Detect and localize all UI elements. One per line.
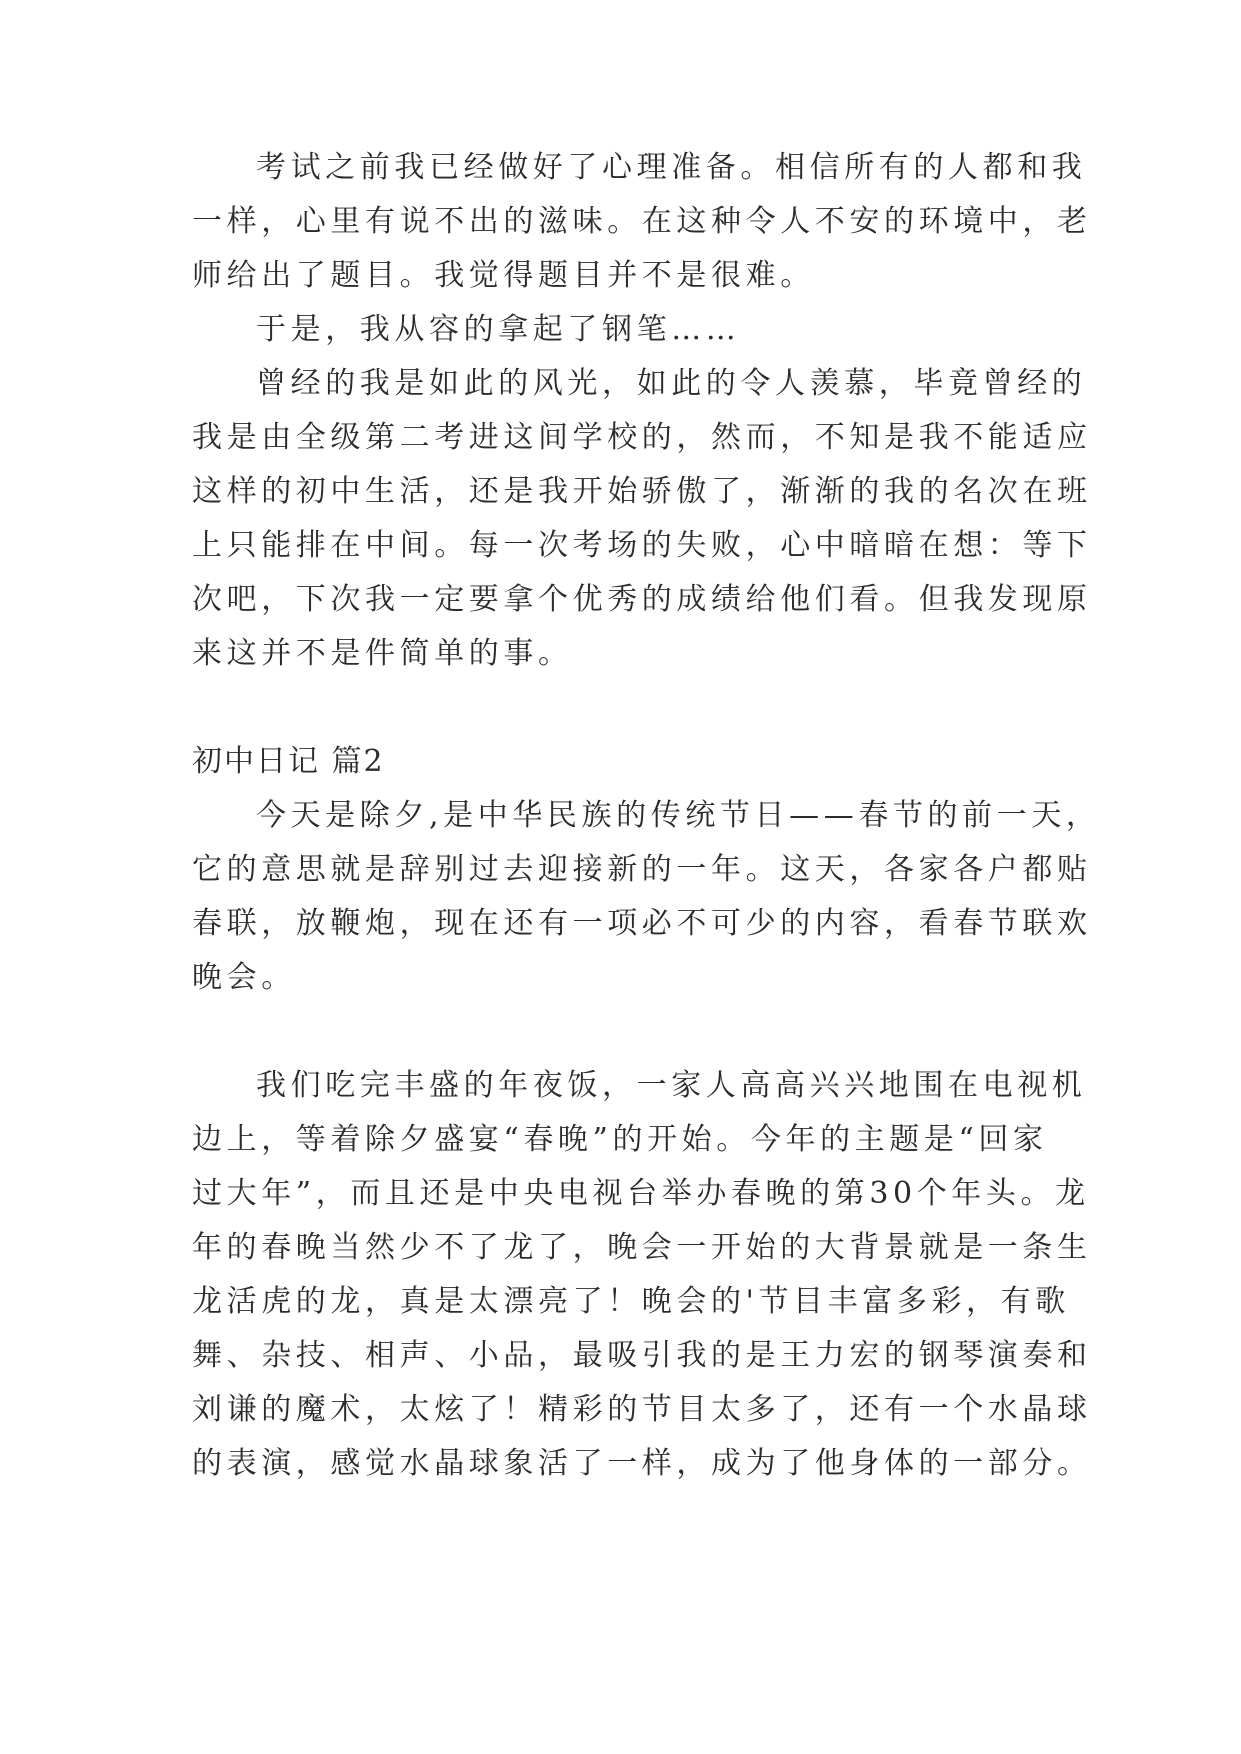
paragraph-line: 来这并不是件简单的事。: [192, 636, 573, 671]
paragraph-line: 上只能排在中间。每一次考场的失败，心中暗暗在想：等下: [192, 528, 1092, 563]
section-heading: 初中日记 篇2: [192, 744, 385, 779]
paragraph-line: 我们吃完丰盛的年夜饭，一家人高高兴兴地围在电视机: [256, 1068, 1087, 1103]
paragraph-line: 刘谦的魔术，太炫了！精彩的节目太多了，还有一个水晶球: [192, 1392, 1092, 1427]
paragraph-line: 边上，等着除夕盛宴“春晚”的开始。今年的主题是“回家: [192, 1122, 1048, 1157]
paragraph-line: 今天是除夕,是中华民族的传统节日——春节的前一天，: [256, 798, 1101, 833]
paragraph-line: 曾经的我是如此的风光，如此的令人羡慕，毕竟曾经的: [256, 366, 1087, 401]
paragraph-line: 于是，我从容的拿起了钢笔……: [256, 312, 741, 347]
paragraph-line: 次吧，下次我一定要拿个优秀的成绩给他们看。但我发现原: [192, 582, 1092, 617]
paragraph-line: 晚会。: [192, 960, 296, 995]
paragraph-line: 龙活虎的龙，真是太漂亮了！晚会的'节目丰富多彩，有歌: [192, 1284, 1070, 1319]
paragraph-line: 过大年”，而且还是中央电视台举办春晚的第30个年头。龙: [192, 1176, 1090, 1211]
paragraph-line: 我是由全级第二考进这间学校的，然而，不知是我不能适应: [192, 420, 1092, 455]
paragraph-line: 春联，放鞭炮，现在还有一项必不可少的内容，看春节联欢: [192, 906, 1092, 941]
paragraph-line: 舞、杂技、相声、小品，最吸引我的是王力宏的钢琴演奏和: [192, 1338, 1092, 1373]
paragraph-line: 它的意思就是辞别过去迎接新的一年。这天，各家各户都贴: [192, 852, 1092, 887]
paragraph-line: 的表演，感觉水晶球象活了一样，成为了他身体的一部分。: [192, 1446, 1092, 1481]
paragraph-line: 考试之前我已经做好了心理准备。相信所有的人都和我: [256, 150, 1087, 185]
paragraph-line: 年的春晚当然少不了龙了，晚会一开始的大背景就是一条生: [192, 1230, 1092, 1265]
paragraph-line: 一样，心里有说不出的滋味。在这种令人不安的环境中，老: [192, 204, 1092, 239]
paragraph-line: 师给出了题目。我觉得题目并不是很难。: [192, 258, 815, 293]
paragraph-line: 这样的初中生活，还是我开始骄傲了，渐渐的我的名次在班: [192, 474, 1092, 509]
